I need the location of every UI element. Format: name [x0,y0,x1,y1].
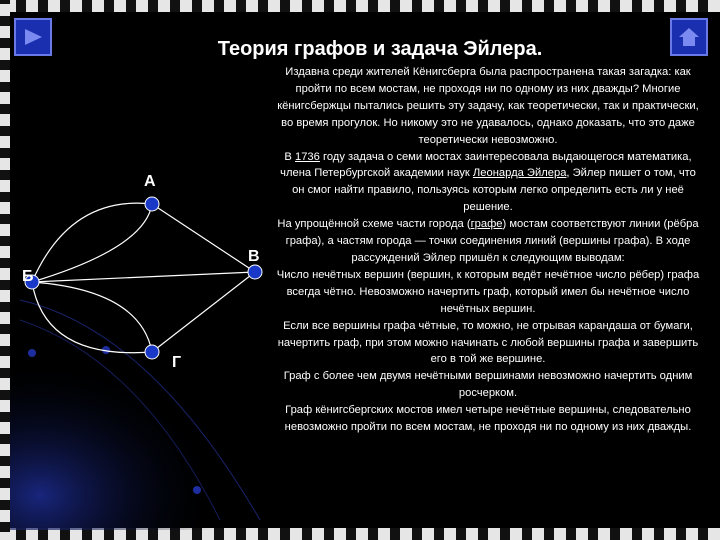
page-title: Теория графов и задача Эйлера. [217,38,543,60]
text-span: ) мостам соответствуют линии (рёбра графа), а частям города — точки соединения линий (вершины графа). В ходе рассуждений Эйлер пришёл к следующим выводам: [285,218,699,264]
article-text [276,64,700,436]
text-span: , Эйлер пишет о том, что он смог найти правило, пользуясь которым легко определить есть ли у неё решение. [292,167,696,214]
vertex-label-v: Б [22,268,34,285]
text-span: На упрощённой схеме части города ( [277,218,471,231]
vertex-label-b: В [248,248,260,265]
graph-edge [32,282,152,352]
graph-vertex-g [145,345,159,359]
paragraph-more-than-two: Граф с более чем двумя нечётными вершинами невозможно начертить одним росчерком. [283,370,693,400]
graph-edge [152,272,255,352]
year-link[interactable]: 1736 [294,150,320,163]
text-span: В [284,150,295,163]
paragraph-intro: Издавна среди жителей Кёнигсберга была распространена такая загадка: как пройти по всем мостам, не проходя ни по одному из них дважды? Многие кёнигсбержцы пытались решить эту задачу, как теоретически, так и практически, во время прогулок. Но никому это не удавалось, однако доказать, что это даже теоретически невозможно. [277,66,699,146]
graph-link[interactable]: графе [470,218,503,231]
vertex-label-g: Г [172,354,182,371]
paragraph-scheme [276,216,700,267]
paragraph-euler [276,149,700,217]
graph-vertex-a [145,197,159,211]
vertex-label-a: А [144,173,156,190]
graph-edge [32,272,255,282]
paragraph-conclusion: Граф кёнигсбергских мостов имел четыре нечётные вершины, следовательно невозможно пройти по всем мостам, не проходя ни по одному из них дважды. [284,404,692,434]
graph-edge [32,204,152,282]
paragraph-even-vertices: Если все вершины графа чётные, то можно, не отрывая карандаша от бумаги, начертить граф, при этом можно начинать с любой вершины графа и завершить его в той же вершине. [277,319,699,366]
euler-link[interactable]: Леонарда Эйлера [472,167,567,180]
graph-edge [152,204,255,272]
graph-edge [32,203,152,282]
paragraph-odd-vertices: Число нечётных вершин (вершин, к которым ведёт нечётное число рёбер) графа всегда чётно. Невозможно начертить граф, который имел бы нечётное число нечётных вершин. [276,268,700,315]
text-span: году задача о семи мостах заинтересовала выдающегося математика, члена Петербургской академии наук [280,150,692,180]
graph-vertex-b [248,265,262,279]
